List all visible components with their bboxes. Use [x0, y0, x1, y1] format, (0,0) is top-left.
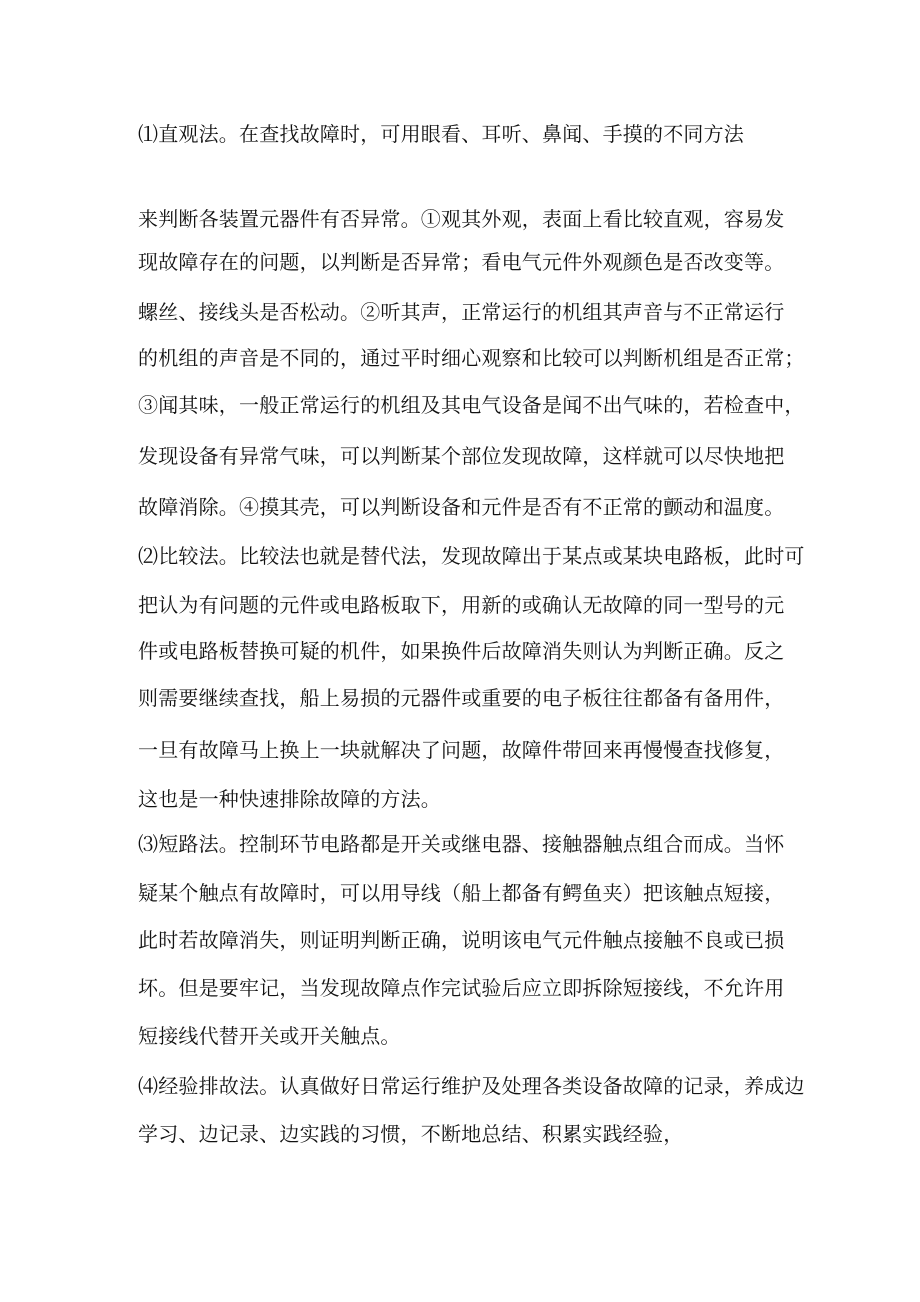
text-line: 螺丝、接线头是否松动。②听其声，正常运行的机组其声音与不正常运行: [138, 300, 785, 324]
text-line: 短接线代替开关或开关触点。: [138, 1024, 401, 1048]
text-line: 发现设备有异常气味，可以判断某个部位发现故障，这样就可以尽快地把: [138, 444, 785, 468]
text-line: 的机组的声音是不同的，通过平时细心观察和比较可以判断机组是否正常；: [138, 346, 805, 370]
text-line: 坏。但是要牢记，当发现故障点作完试验后应立即拆除短接线，不允许用: [138, 976, 785, 1000]
text-line: 此时若故障消失，则证明判断正确，说明该电气元件触点接触不良或已损: [138, 928, 785, 952]
text-line: 这也是一种快速排除故障的方法。: [138, 787, 441, 811]
text-line: 故障消除。④摸其壳，可以判断设备和元件是否有不正常的颤动和温度。: [138, 495, 785, 519]
text-line: ③闻其味，一般正常运行的机组及其电气设备是闻不出气味的，若检查中，: [138, 393, 805, 417]
text-line: 疑某个触点有故障时，可以用导线（船上都备有鳄鱼夹）把该触点短接，: [138, 881, 785, 905]
text-line: 学习、边记录、边实践的习惯，不断地总结、积累实践经验，: [138, 1122, 684, 1146]
text-line: 件或电路板替换可疑的机件，如果换件后故障消失则认为判断正确。反之: [138, 639, 785, 663]
text-line: ⑴直观法。在查找故障时，可用眼看、耳听、鼻闻、手摸的不同方法: [138, 122, 744, 146]
text-line: 现故障存在的问题，以判断是否异常；看电气元件外观颜色是否改变等。: [138, 250, 785, 274]
text-line: 一旦有故障马上换上一块就解决了问题，故障件带回来再慢慢查找修复，: [138, 738, 785, 762]
text-line: ⑷经验排故法。认真做好日常运行维护及处理各类设备故障的记录，养成边: [138, 1074, 805, 1098]
text-line: ⑵比较法。比较法也就是替代法，发现故障出于某点或某块电路板，此时可: [138, 544, 805, 568]
text-line: 来判断各装置元器件有否异常。①观其外观，表面上看比较直观，容易发: [138, 207, 785, 231]
text-line: 则需要继续查找，船上易损的元器件或重要的电子板往往都备有备用件，: [138, 686, 785, 710]
text-line: ⑶短路法。控制环节电路都是开关或继电器、接触器触点组合而成。当怀: [138, 832, 785, 856]
text-line: 把认为有问题的元件或电路板取下，用新的或确认无故障的同一型号的元: [138, 593, 785, 617]
